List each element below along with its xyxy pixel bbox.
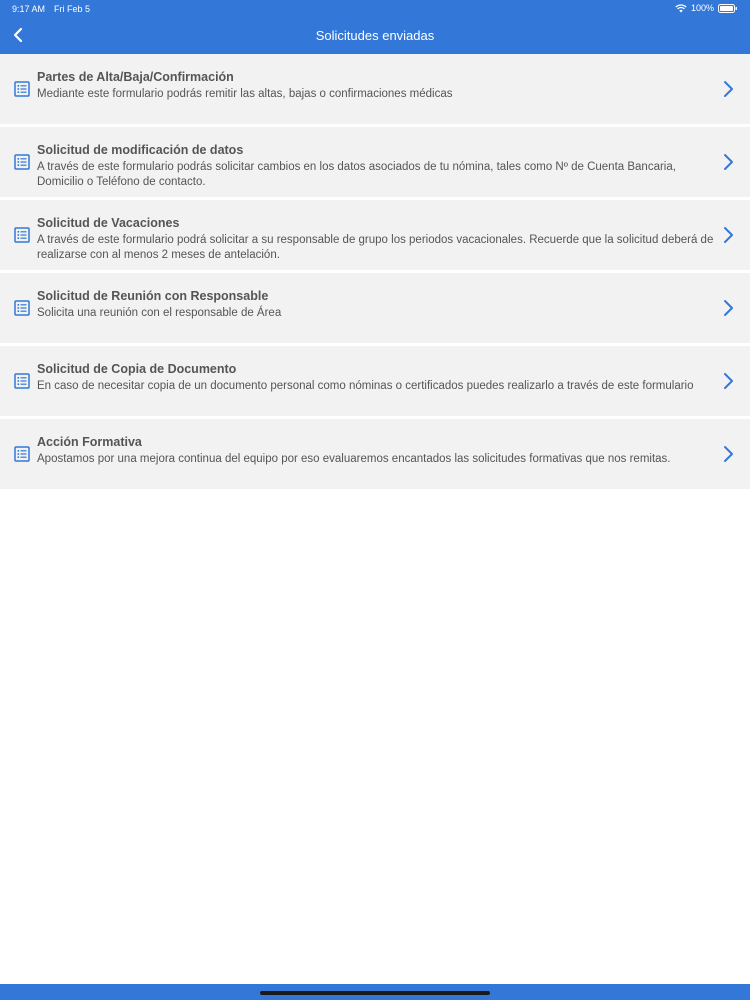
battery-percentage: 100% [690, 3, 714, 13]
page-title: Solicitudes enviadas [315, 28, 435, 43]
list-item-title: Solicitud de Reunión con Responsable [37, 289, 269, 303]
status-right-group [675, 3, 738, 13]
list-item-title: Solicitud de Copia de Documento [37, 362, 237, 376]
chevron-right-icon [722, 445, 734, 463]
list-item-title: Solicitud de Vacaciones [37, 216, 180, 230]
list-item-title: Partes de Alta/Baja/Confirmación [37, 70, 234, 84]
home-indicator[interactable] [260, 991, 490, 995]
list-item-vacaciones[interactable] [0, 200, 750, 270]
status-bar [0, 0, 750, 18]
list-icon [14, 154, 30, 170]
battery-icon [718, 4, 738, 13]
list-item-text [37, 142, 717, 190]
navigation-header [0, 0, 750, 54]
list-icon [14, 81, 30, 97]
list-item-description: Apostamos por una mejora continua del equipo por eso evaluaremos encantados las solicitudes formativas que nos remitas. [37, 453, 671, 465]
bottom-bar [0, 984, 750, 1000]
status-time: 9:17 AM [12, 4, 46, 14]
list-item-text [37, 434, 717, 467]
status-date: Fri Feb 5 [54, 4, 91, 14]
list-item-description: En caso de necesitar copia de un documento personal como nóminas o certificados puedes realizarlo a través de este formulario [37, 380, 694, 392]
list-item-description: Mediante este formulario podrás remitir las altas, bajas o confirmaciones médicas [37, 88, 453, 100]
chevron-right-icon [722, 226, 734, 244]
list-item-title: Solicitud de modificación de datos [37, 143, 244, 157]
list-icon [14, 446, 30, 462]
list-item-title: Acción Formativa [37, 435, 142, 449]
chevron-right-icon [722, 153, 734, 171]
chevron-right-icon [722, 372, 734, 390]
list-item-description: Solicita una reunión con el responsable de Área [37, 307, 282, 319]
list-icon [14, 373, 30, 389]
list-item-description: A través de este formulario podrás solicitar cambios en los datos asociados de tu nómina, tales como Nº de Cuenta Bancaria, Domicilio o Teléfono de contacto. [37, 161, 676, 188]
list-item-reunion-responsable[interactable] [0, 273, 750, 343]
list-item-partes-alta-baja[interactable] [0, 54, 750, 124]
list-item-copia-documento[interactable] [0, 346, 750, 416]
list-item-modificacion-datos[interactable] [0, 127, 750, 197]
list-icon [14, 227, 30, 243]
list-item-text [37, 69, 717, 102]
list-item-text [37, 215, 717, 263]
chevron-right-icon [722, 299, 734, 317]
wifi-icon [675, 4, 687, 13]
list-item-accion-formativa[interactable] [0, 419, 750, 489]
list-item-text [37, 288, 717, 321]
chevron-right-icon [722, 80, 734, 98]
list-item-description: A través de este formulario podrá solicitar a su responsable de grupo los periodos vacacionales. Recuerde que la solicitud deberá de realizarse con al menos 2 meses de antelación. [37, 234, 714, 261]
list-icon [14, 300, 30, 316]
request-list [0, 54, 750, 492]
list-item-text [37, 361, 717, 394]
